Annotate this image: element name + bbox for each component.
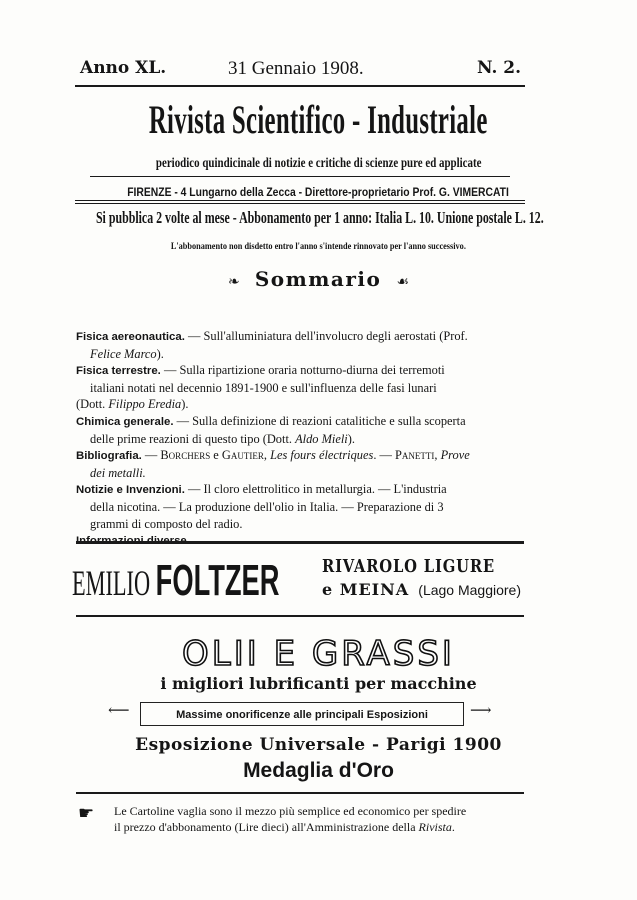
footer-line-2c: . bbox=[451, 820, 455, 834]
subscription-line: Si pubblica 2 volte al mese - Abbonamento per 1 anno: Italia L. 10. Unione postale L. 12. bbox=[95, 208, 544, 227]
entry-author: Gautier bbox=[221, 448, 264, 463]
list-item bbox=[76, 328, 518, 346]
masthead-title-wrap bbox=[0, 96, 637, 143]
advertiser-name bbox=[72, 556, 279, 606]
contents-heading-wrap bbox=[0, 267, 637, 291]
entry-book-title: Prove bbox=[440, 448, 470, 463]
list-item bbox=[76, 481, 518, 499]
entry-text: — Sulla definizione di reazioni catalitiche e sulla scoperta bbox=[173, 413, 466, 428]
entry-prefix: (Dott. bbox=[76, 397, 109, 412]
list-item-cont bbox=[76, 465, 518, 482]
medal-line: Medaglia d'Oro bbox=[243, 759, 394, 782]
publisher-line-wrap bbox=[0, 181, 637, 200]
expo-line: Esposizione Universale - Parigi 1900 bbox=[135, 735, 502, 755]
honors-box bbox=[140, 702, 464, 726]
list-item-cont bbox=[76, 346, 518, 363]
list-item-cont bbox=[76, 396, 518, 413]
entry-section: Fisica terrestre. bbox=[76, 365, 161, 378]
entry-text-line: grammi di composto del radio. bbox=[90, 516, 243, 531]
advertiser-first-name-part: EMILIO bbox=[72, 563, 156, 603]
publisher-rule-bottom bbox=[75, 203, 525, 204]
product-tagline: i migliori lubrificanti per macchine bbox=[160, 674, 477, 693]
entry-sep: , bbox=[434, 448, 441, 463]
left-arrow-ornament-icon: ⟵ bbox=[108, 701, 130, 719]
list-item-cont bbox=[76, 431, 518, 448]
ad-rule-mid bbox=[76, 615, 524, 617]
header-rule bbox=[75, 85, 525, 87]
right-ornament-icon: ☙ bbox=[396, 274, 410, 290]
medal-wrap bbox=[0, 759, 637, 783]
right-arrow-ornament-icon: ⟶ bbox=[470, 701, 492, 719]
masthead-subtitle: periodico quindicinale di notizie e critiche di scienze pure ed applicate bbox=[155, 156, 482, 171]
honors-text: Massime onorificenze alle principali Esposizioni bbox=[176, 709, 428, 721]
entry-book-title: dei metalli. bbox=[90, 465, 146, 480]
issue-number: N. 2. bbox=[477, 58, 522, 78]
left-ornament-icon: ❧ bbox=[227, 274, 240, 290]
entry-section: Chimica generale. bbox=[76, 415, 174, 428]
entry-author: Borchers bbox=[160, 448, 211, 463]
advertiser-location-2b: (Lago Maggiore) bbox=[418, 582, 522, 598]
expo-wrap bbox=[0, 735, 637, 755]
issue-date: 31 Gennaio 1908. bbox=[228, 58, 364, 79]
advertiser-location-2a: e MEINA bbox=[322, 580, 410, 599]
entry-tail: ). bbox=[181, 397, 189, 412]
list-item bbox=[76, 362, 518, 380]
subscription-line-wrap bbox=[0, 208, 637, 228]
entry-text-line: italiani notati nel decennio 1891-1900 e sull'influenza delle fasi lunari bbox=[90, 380, 437, 395]
entry-sep: . — bbox=[373, 448, 395, 463]
publisher-rule-top bbox=[75, 200, 525, 201]
entry-text: — Il cloro elettrolitico in metallurgia. — L'industria bbox=[184, 482, 447, 497]
publisher-line: FIRENZE - 4 Lungarno della Zecca - Direttore-proprietario Prof. G. VIMERCATI bbox=[127, 187, 510, 199]
contents-heading: Sommario bbox=[254, 267, 382, 291]
masthead-title: Rivista Scientifico - Industriale bbox=[149, 97, 488, 142]
advertiser-location-1-wrap bbox=[322, 556, 533, 577]
entry-author: Aldo Mieli bbox=[295, 431, 348, 446]
masthead-rule bbox=[90, 176, 510, 177]
pointing-hand-icon: ☛ bbox=[78, 803, 95, 824]
entry-tail: ). bbox=[347, 431, 355, 446]
entry-author: Filippo Eredia bbox=[108, 397, 182, 412]
list-item bbox=[76, 413, 518, 431]
entry-section: Bibliografia. bbox=[76, 450, 142, 463]
advertiser-location-2-wrap bbox=[322, 580, 521, 599]
tagline-wrap bbox=[0, 674, 637, 693]
entry-text: — Sull'alluminiatura dell'involucro degli aerostati (Prof. bbox=[184, 329, 468, 343]
product-wrap bbox=[0, 634, 637, 674]
ad-rule-bottom bbox=[76, 792, 524, 794]
entry-sep: , bbox=[263, 448, 271, 463]
renewal-note-wrap bbox=[0, 234, 637, 253]
footer-journal-name: Rivista bbox=[418, 820, 452, 834]
ad-rule-top bbox=[76, 541, 524, 544]
entry-tail: ). bbox=[156, 346, 164, 361]
entry-section: Fisica aereonautica. bbox=[76, 331, 185, 343]
product-name: OLII E GRASSI bbox=[182, 634, 455, 674]
footer-line-2a: il prezzo d'abbonamento (Lire dieci) all'Amministrazione della bbox=[114, 820, 419, 834]
advertiser-location-1: RIVAROLO LIGURE bbox=[322, 556, 496, 577]
list-item: Bibliografia. — Borchers e Gautier, Les fours électriques. — Panetti, Prove bbox=[76, 448, 470, 463]
footer-note bbox=[114, 803, 534, 835]
entry-text: — Sulla ripartizione oraria notturno-diurna dei terremoti bbox=[160, 363, 445, 378]
entry-author: Panetti bbox=[395, 448, 435, 463]
contents-list bbox=[76, 328, 518, 550]
entry-text-line: delle prime reazioni di questo tipo (Dott. bbox=[90, 431, 296, 446]
renewal-note: L'abbonamento non disdetto entro l'anno s'intende rinnovato per l'anno successivo. bbox=[170, 241, 467, 251]
entry-sep: e bbox=[210, 448, 222, 463]
entry-text-line: della nicotina. — La produzione dell'olio in Italia. — Preparazione di 3 bbox=[90, 499, 444, 514]
issue-year: Anno XL. bbox=[80, 58, 167, 78]
entry-author: Felice Marco bbox=[90, 346, 157, 361]
footer-line-1: Le Cartoline vaglia sono il mezzo più semplice ed economico per spedire bbox=[114, 804, 467, 818]
footer-line-2 bbox=[114, 819, 534, 835]
entry-book-title: Les fours électriques bbox=[270, 448, 374, 463]
masthead-subtitle-wrap bbox=[0, 152, 637, 172]
advertiser-surname-part: FOLTZER bbox=[155, 556, 280, 605]
entry-section: Notizie e Invenzioni. bbox=[76, 484, 185, 497]
